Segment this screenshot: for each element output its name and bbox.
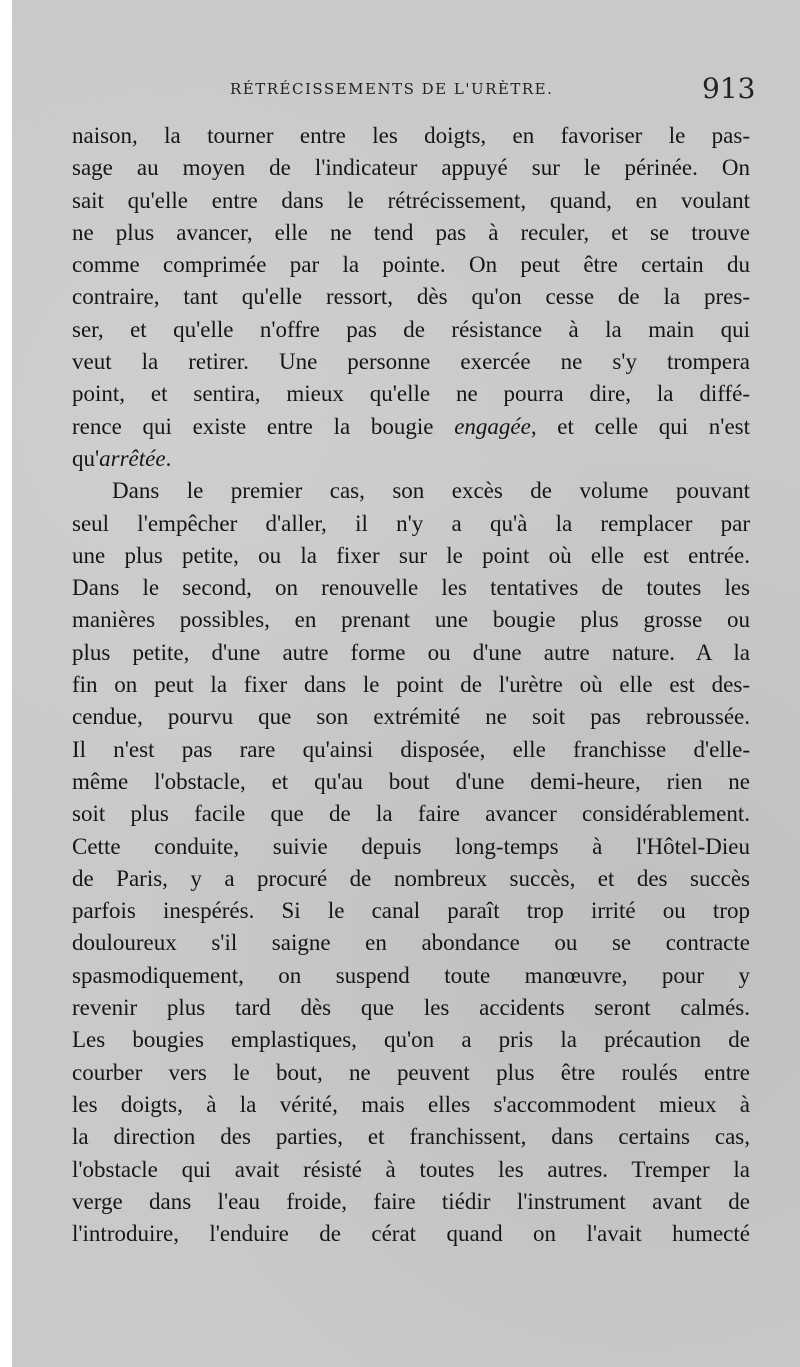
text-line: courber vers le bout, ne peuvent plus être roulés entre: [72, 1059, 750, 1085]
text-line: Les bougies emplastiques, qu'on a pris la précaution de: [72, 1027, 750, 1053]
text-segment: rence qui existe entre la bougie: [72, 413, 455, 439]
text-line: sage au moyen de l'indicateur appuyé sur le périnée. On: [72, 155, 750, 181]
text-line: contraire, tant qu'elle ressort, dès qu'on cesse de la pres-: [72, 284, 750, 310]
text-segment: , et celle qui n'est: [530, 413, 750, 439]
text-line: même l'obstacle, et qu'au bout d'une demi-heure, rien ne: [72, 768, 750, 794]
text-line: l'introduire, l'enduire de cérat quand on l'avait humecté: [72, 1221, 750, 1247]
text-line: [72, 411, 750, 443]
text-line: l'obstacle qui avait résisté à toutes les autres. Tremper la: [72, 1156, 750, 1182]
text-line: Il n'est pas rare qu'ainsi disposée, elle franchisse d'elle-: [72, 736, 750, 762]
text-line: cendue, pourvu que son extrémité ne soit pas rebroussée.: [72, 704, 750, 730]
text-line: naison, la tourner entre les doigts, en favoriser le pas-: [72, 123, 750, 148]
text-line: parfois inespérés. Si le canal paraît trop irrité ou trop: [72, 898, 750, 924]
text-line: plus petite, d'une autre forme ou d'une autre nature. A la: [72, 639, 750, 665]
text-line: revenir plus tard dès que les accidents seront calmés.: [72, 995, 750, 1021]
page-header: [12, 72, 800, 112]
text-segment: qu': [72, 445, 100, 471]
text-line: seul l'empêcher d'aller, il n'y a qu'à la remplacer par: [72, 510, 750, 536]
text-line: comme comprimée par la pointe. On peut être certain du: [72, 252, 750, 278]
paragraph-end-line: [72, 443, 750, 475]
text-segment: .: [165, 445, 172, 471]
text-line: fin on peut la fixer dans le point de l'urètre où elle est des-: [72, 672, 750, 698]
text-line: une plus petite, ou la fixer sur le point où elle est entrée.: [72, 542, 750, 568]
text-line: Dans le second, on renouvelle les tentatives de toutes les: [72, 575, 750, 601]
italic-term: arrêtée: [99, 445, 166, 471]
text-line: spasmodiquement, on suspend toute manœuvre, pour y: [72, 962, 750, 988]
text-line: manières possibles, en prenant une bougie plus grosse ou: [72, 607, 750, 633]
text-line: ser, et qu'elle n'offre pas de résistance à la main qui: [72, 316, 750, 342]
text-line: point, et sentira, mieux qu'elle ne pourra dire, la diffé-: [72, 381, 750, 407]
paragraph-start-line: Dans le premier cas, son excès de volume pouvant: [112, 478, 750, 504]
text-line: verge dans l'eau froide, faire tiédir l'instrument avant de: [72, 1188, 750, 1214]
text-line: veut la retirer. Une personne exercée ne s'y trompera: [72, 349, 750, 375]
text-line: douloureux s'il saigne en abondance ou se contracte: [72, 930, 750, 956]
book-page: [12, 0, 800, 1367]
text-line: la direction des parties, et franchissent, dans certains cas,: [72, 1124, 750, 1150]
text-line: Cette conduite, suivie depuis long-temps à l'Hôtel-Dieu: [72, 833, 750, 859]
page-number: 913: [702, 72, 756, 105]
italic-term: engagée: [454, 413, 531, 439]
text-line: de Paris, y a procuré de nombreux succès, et des succès: [72, 865, 750, 891]
text-line: les doigts, à la vérité, mais elles s'accommodent mieux à: [72, 1091, 750, 1117]
body-text: [72, 120, 750, 1250]
running-title: RÉTRÉCISSEMENTS DE L'URÈTRE.: [230, 80, 554, 98]
text-line: soit plus facile que de la faire avancer considérablement.: [72, 801, 750, 827]
text-line: sait qu'elle entre dans le rétrécissement, quand, en voulant: [72, 187, 750, 213]
text-line: ne plus avancer, elle ne tend pas à reculer, et se trouve: [72, 219, 750, 245]
